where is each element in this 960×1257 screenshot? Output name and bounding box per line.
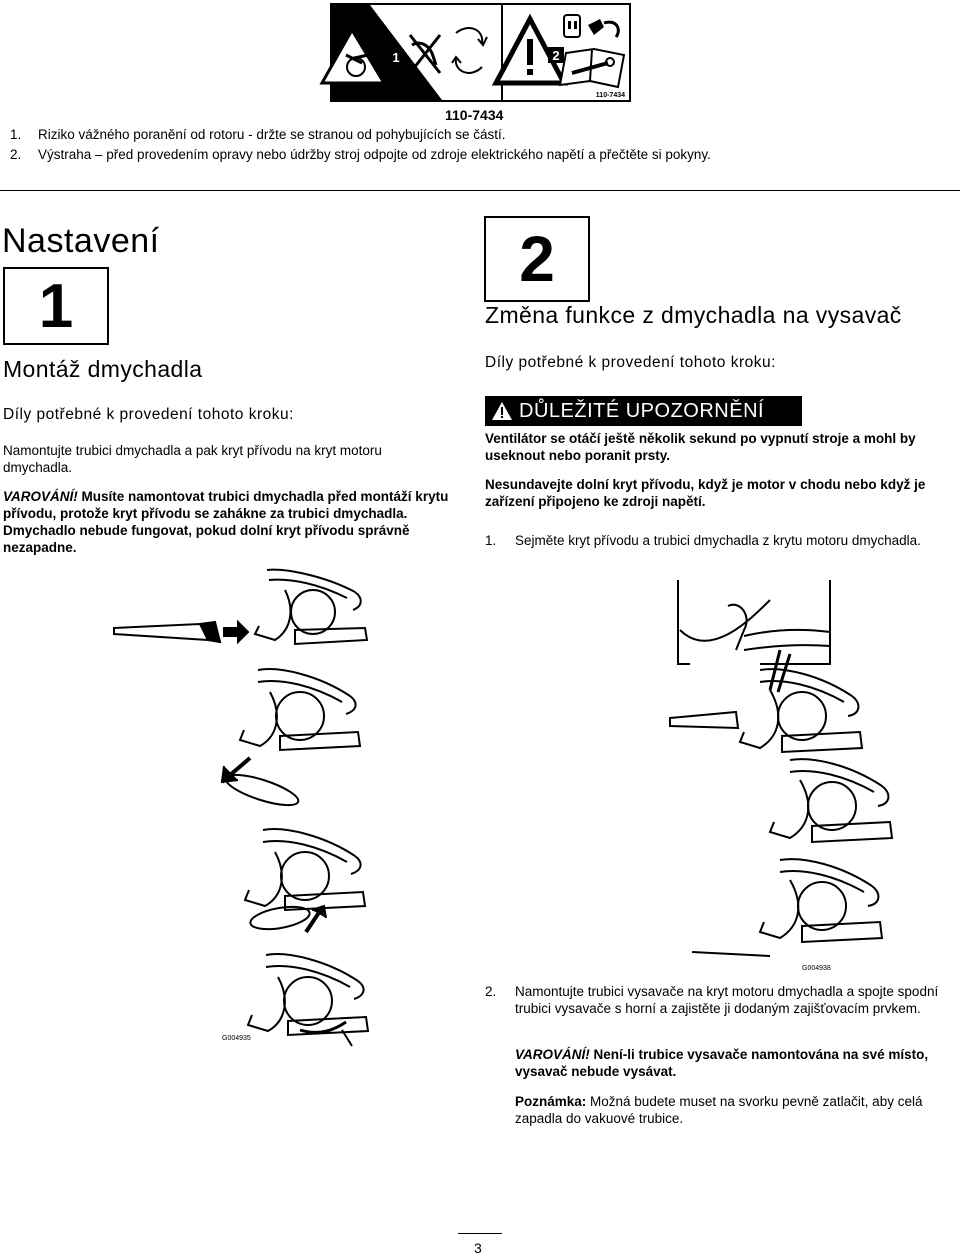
step-2-title: Změna funkce z dmychadla na vysavač <box>485 302 902 328</box>
step-2-warning-text: Není-li trubice vysavače namontována na své místo, vysavač nebude vysávat. <box>515 1047 929 1079</box>
list-item-number: 1. <box>485 533 497 548</box>
intake-cover <box>223 769 301 812</box>
callout-1: 1 <box>392 50 400 65</box>
legend-item-number: 2. <box>10 147 22 162</box>
section-title: Nastavení <box>2 222 160 260</box>
step-1-warning-text: Musíte namontovat trubici dmychadla před montáží krytu přívodu, protože kryt přívodu se zahákne za trubici dmychadla. Dmychadlo nebude fungovat, pokud dolní kryt přívodu správně nezapadne. <box>3 489 449 555</box>
footer-rule <box>458 1233 502 1234</box>
figure-code: G004935 <box>222 1035 251 1042</box>
legend-item <box>10 125 711 145</box>
step-1-title: Montáž dmychadla <box>3 356 203 382</box>
step-2-parts-heading: Díly potřebné k provedení tohoto kroku: <box>485 354 776 371</box>
motor-housing-outline <box>678 580 690 664</box>
callout-2: 2 <box>552 48 560 63</box>
arrow-icon <box>224 622 248 642</box>
decal-legend <box>10 125 711 165</box>
step-2-warning <box>515 1046 945 1080</box>
hand-icon <box>744 630 830 636</box>
step-1-warning-label: VAROVÁNÍ! <box>3 489 78 504</box>
legend-item <box>10 145 711 165</box>
important-notice-label: DŮLEŽITÉ UPOZORNĚNÍ <box>519 399 765 422</box>
list-item-text: Sejměte kryt přívodu a trubici dmychadla z krytu motoru dmychadla. <box>515 533 921 548</box>
blower-tube <box>670 712 738 728</box>
blower-tube <box>114 624 208 640</box>
decal-illustration <box>332 5 629 100</box>
plug-icon <box>588 19 604 35</box>
legend-item-text: Výstraha – před provedením opravy nebo údržby stroj odpojte od zdroje elektrického napětí a přečtěte si pokyny. <box>38 147 711 162</box>
step-1-parts-heading: Díly potřebné k provedení tohoto kroku: <box>3 406 294 423</box>
step-2-list-item-2 <box>485 983 960 1017</box>
important-text-2: Nesundavejte dolní kryt přívodu, když je motor v chodu nebo když je zařízení připojeno ke zdroji napětí. <box>485 477 926 509</box>
outlet-icon <box>564 15 580 37</box>
step-1-warning <box>3 488 463 556</box>
important-notice-banner <box>485 396 802 426</box>
figure-code: G004938 <box>802 965 831 972</box>
step-2-number: 2 <box>484 216 590 302</box>
note-label: Poznámka: <box>515 1094 587 1109</box>
legend-item-text: Riziko vážného poranění od rotoru - držte se stranou od pohybujících se částí. <box>38 127 506 142</box>
section-divider <box>0 190 960 191</box>
step-2-figure <box>640 580 960 975</box>
step-1-number: 1 <box>3 267 109 345</box>
legend-item-number: 1. <box>10 127 22 142</box>
step-2-list-item-1 <box>485 532 955 549</box>
step-1-intro: Namontujte trubici dmychadla a pak kryt přívodu na kryt motoru dmychadla. <box>3 443 382 475</box>
warning-triangle-icon <box>485 401 519 421</box>
page-number: 3 <box>474 1240 482 1256</box>
step-1-figure <box>0 560 480 1050</box>
step-2-warning-label: VAROVÁNÍ! <box>515 1047 590 1062</box>
safety-decal <box>330 3 631 102</box>
blower-illustration <box>255 570 367 644</box>
important-text-1: Ventilátor se otáčí ještě několik sekund po vypnutí stroje a mohl by useknout nebo poranit prsty. <box>485 431 916 463</box>
prohibited-icon <box>410 35 440 73</box>
step-2-note <box>515 1093 955 1127</box>
list-item-number: 2. <box>485 984 497 999</box>
decal-part-number: 110-7434 <box>445 107 504 123</box>
list-item-text: Namontujte trubici vysavače na kryt motoru dmychadla a spojte spodní trubici vysavače s horní a zajistěte ji dodaným zajišťovacím prvkem. <box>515 984 939 1016</box>
note-text: Možná budete muset na svorku pevně zatlačit, aby celá zapadla do vakuové trubice. <box>515 1094 923 1126</box>
decal-code-small: 110-7434 <box>595 92 625 99</box>
